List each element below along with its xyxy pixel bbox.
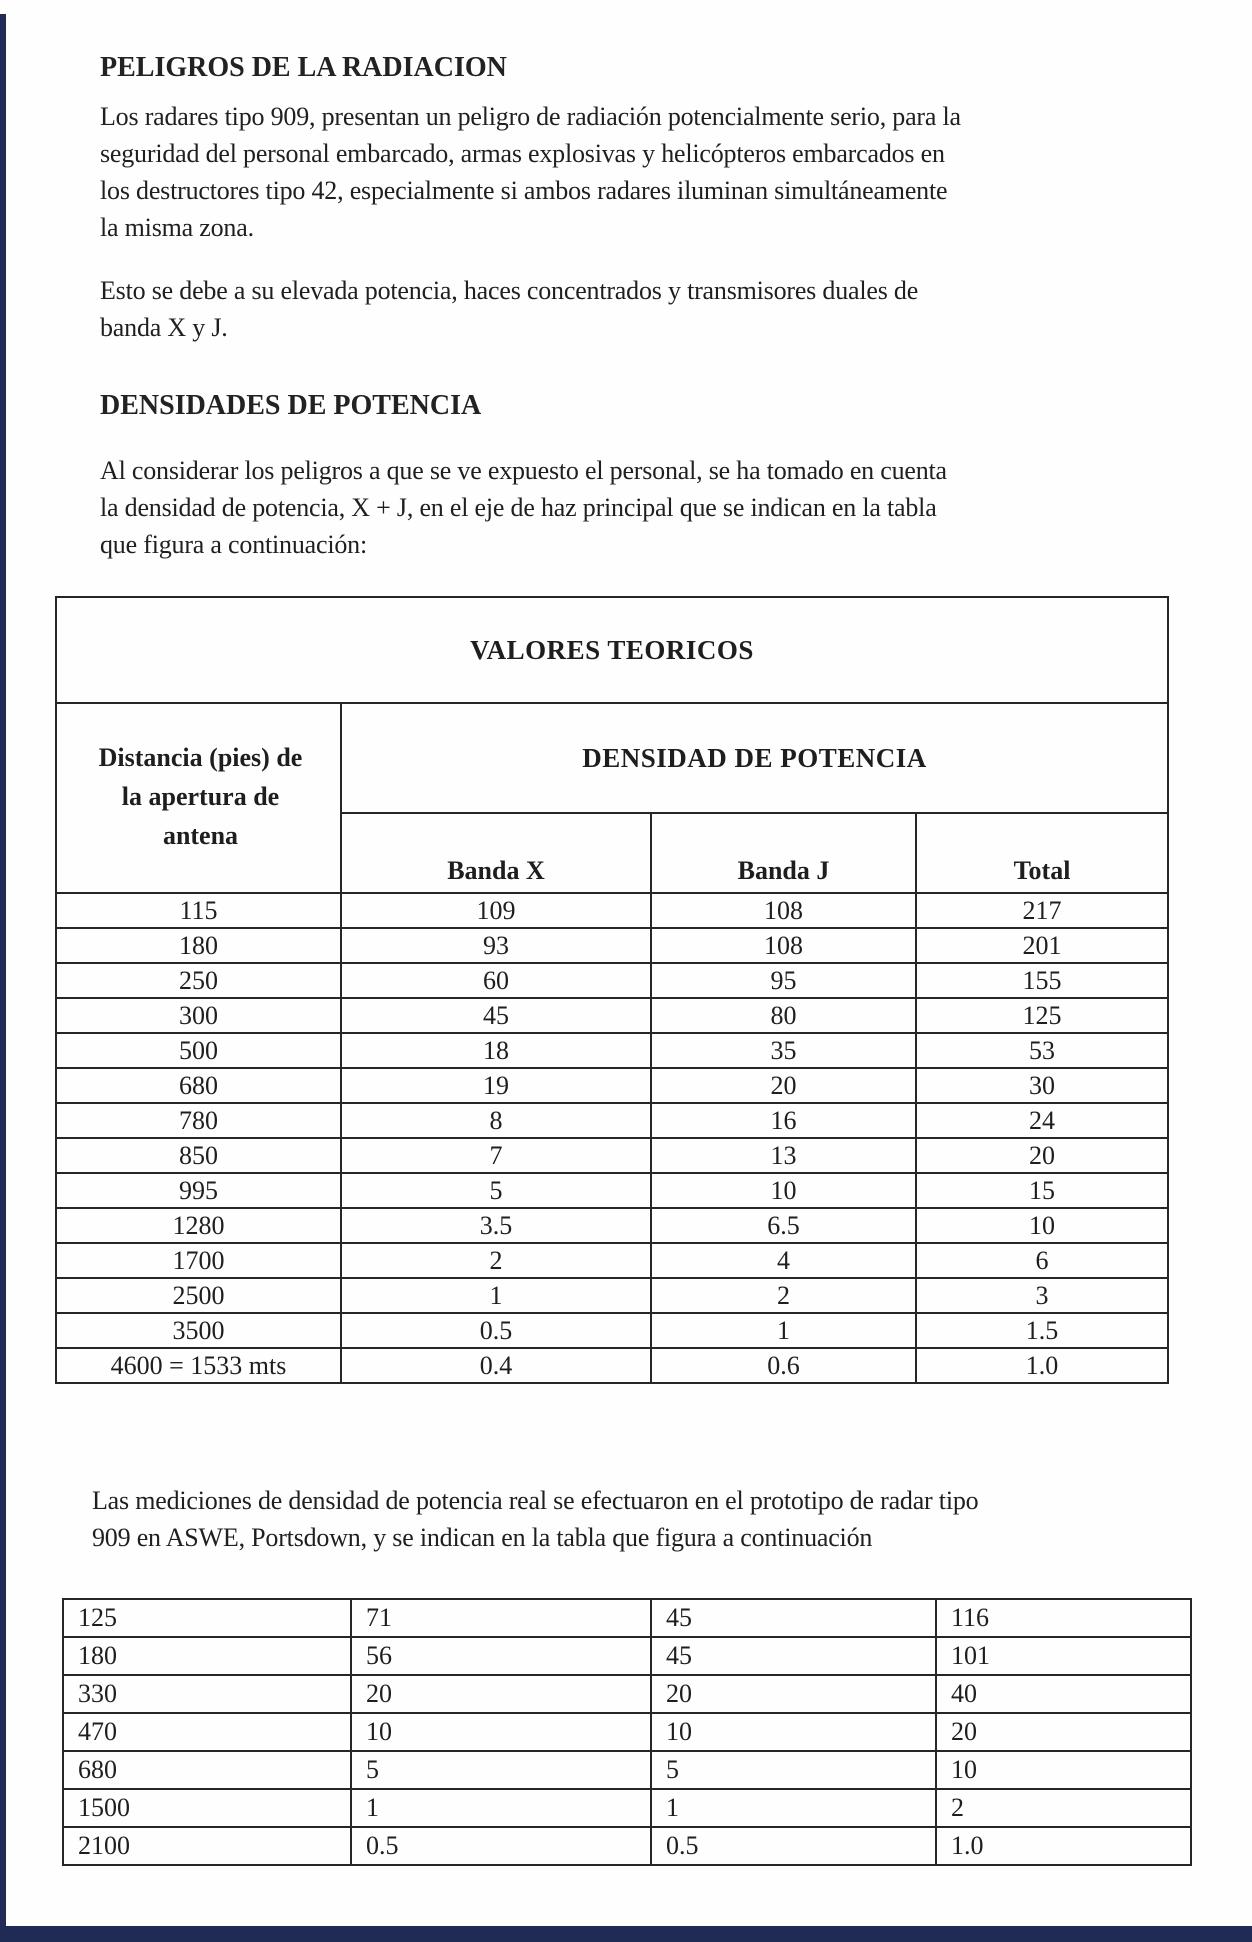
- text-line: Distancia (pies) de: [98, 743, 303, 772]
- paragraph-real-measurements: [92, 1482, 978, 1556]
- distance-cell: 115: [56, 893, 341, 928]
- text-line: seguridad del personal embarcado, armas explosivas y helicópteros embarcados en: [100, 139, 945, 168]
- banda-j-cell: 108: [651, 928, 916, 963]
- total-cell: 116: [936, 1599, 1191, 1637]
- paragraph-power-cause: [100, 272, 918, 346]
- total-cell: 10: [936, 1751, 1191, 1789]
- distance-cell: 1700: [56, 1243, 341, 1278]
- distance-cell: 2100: [63, 1827, 351, 1865]
- table-row: [56, 1103, 1168, 1138]
- banda-x-cell: 5: [341, 1173, 651, 1208]
- banda-x-cell: 0.5: [351, 1827, 651, 1865]
- text-line: Esto se debe a su elevada potencia, haces concentrados y transmisores duales de: [100, 276, 919, 305]
- theoretical-values-table: [55, 596, 1169, 1384]
- table-row: [63, 1751, 1191, 1789]
- total-cell: 20: [916, 1138, 1168, 1173]
- banda-j-cell: 0.5: [651, 1827, 936, 1865]
- table-row: [56, 1208, 1168, 1243]
- total-cell: 1.0: [916, 1348, 1168, 1383]
- banda-x-cell: 0.5: [341, 1313, 651, 1348]
- table-row: [63, 1599, 1191, 1637]
- banda-x-cell: 8: [341, 1103, 651, 1138]
- total-cell: 10: [916, 1208, 1168, 1243]
- section-heading-densidades: DENSIDADES DE POTENCIA: [100, 390, 482, 421]
- total-cell: 6: [916, 1243, 1168, 1278]
- distance-column-header: [56, 703, 341, 893]
- banda-x-cell: 10: [351, 1713, 651, 1751]
- banda-x-cell: 3.5: [341, 1208, 651, 1243]
- section-heading-peligros: PELIGROS DE LA RADIACION: [100, 52, 507, 83]
- table-row: [63, 1789, 1191, 1827]
- distance-cell: 330: [63, 1675, 351, 1713]
- distance-cell: 1500: [63, 1789, 351, 1827]
- banda-j-cell: 80: [651, 998, 916, 1033]
- banda-x-cell: 0.4: [341, 1348, 651, 1383]
- text-line: 909 en ASWE, Portsdown, y se indican en la tabla que figura a continuación: [92, 1523, 873, 1552]
- banda-j-cell: 13: [651, 1138, 916, 1173]
- banda-j-cell: 1: [651, 1313, 916, 1348]
- banda-j-cell: 6.5: [651, 1208, 916, 1243]
- banda-x-cell: 1: [341, 1278, 651, 1313]
- banda-j-column-header: Banda J: [651, 813, 916, 893]
- paragraph-radiation-danger: [100, 98, 961, 246]
- banda-j-cell: 10: [651, 1173, 916, 1208]
- banda-x-cell: 60: [341, 963, 651, 998]
- table-title: VALORES TEORICOS: [56, 597, 1168, 703]
- total-cell: 24: [916, 1103, 1168, 1138]
- distance-cell: 180: [63, 1637, 351, 1675]
- total-cell: 101: [936, 1637, 1191, 1675]
- total-cell: 15: [916, 1173, 1168, 1208]
- banda-j-cell: 1: [651, 1789, 936, 1827]
- distance-cell: 300: [56, 998, 341, 1033]
- total-cell: 217: [916, 893, 1168, 928]
- table-row: [56, 1033, 1168, 1068]
- distance-cell: 250: [56, 963, 341, 998]
- banda-x-cell: 20: [351, 1675, 651, 1713]
- table-row: [63, 1637, 1191, 1675]
- measured-values-table: [62, 1598, 1192, 1866]
- banda-j-cell: 45: [651, 1599, 936, 1637]
- banda-j-cell: 5: [651, 1751, 936, 1789]
- banda-x-cell: 71: [351, 1599, 651, 1637]
- banda-j-cell: 20: [651, 1675, 936, 1713]
- banda-x-cell: 7: [341, 1138, 651, 1173]
- total-column-header: Total: [916, 813, 1168, 893]
- banda-x-cell: 93: [341, 928, 651, 963]
- total-cell: 2: [936, 1789, 1191, 1827]
- total-cell: 1.5: [916, 1313, 1168, 1348]
- table-row: [56, 928, 1168, 963]
- distance-cell: 4600 = 1533 mts: [56, 1348, 341, 1383]
- distance-cell: 180: [56, 928, 341, 963]
- banda-x-cell: 109: [341, 893, 651, 928]
- banda-j-cell: 10: [651, 1713, 936, 1751]
- table-row: [56, 1278, 1168, 1313]
- table-row: [56, 1138, 1168, 1173]
- scan-edge-left: [0, 14, 6, 1942]
- distance-cell: 2500: [56, 1278, 341, 1313]
- text-line: Los radares tipo 909, presentan un peligro de radiación potencialmente serio, para la: [100, 102, 961, 131]
- total-cell: 125: [916, 998, 1168, 1033]
- banda-j-cell: 35: [651, 1033, 916, 1068]
- banda-x-cell: 5: [351, 1751, 651, 1789]
- distance-cell: 1280: [56, 1208, 341, 1243]
- distance-cell: 470: [63, 1713, 351, 1751]
- banda-j-cell: 2: [651, 1278, 916, 1313]
- distance-cell: 680: [63, 1751, 351, 1789]
- banda-x-column-header: Banda X: [341, 813, 651, 893]
- table-row: [56, 1348, 1168, 1383]
- table-row: [56, 998, 1168, 1033]
- table-row: [56, 963, 1168, 998]
- total-cell: 1.0: [936, 1827, 1191, 1865]
- total-cell: 201: [916, 928, 1168, 963]
- table-row: [56, 1313, 1168, 1348]
- total-cell: 40: [936, 1675, 1191, 1713]
- text-line: la densidad de potencia, X + J, en el eje de haz principal que se indican en la tabla: [100, 493, 937, 522]
- table-row: [63, 1675, 1191, 1713]
- table-group-header-row: [56, 703, 1168, 813]
- distance-cell: 680: [56, 1068, 341, 1103]
- distance-cell: 995: [56, 1173, 341, 1208]
- text-line: la apertura de: [121, 782, 280, 811]
- banda-j-cell: 20: [651, 1068, 916, 1103]
- banda-x-cell: 19: [341, 1068, 651, 1103]
- banda-x-cell: 1: [351, 1789, 651, 1827]
- table-title-row: [56, 597, 1168, 703]
- total-cell: 20: [936, 1713, 1191, 1751]
- banda-j-cell: 108: [651, 893, 916, 928]
- total-cell: 53: [916, 1033, 1168, 1068]
- text-line: Las mediciones de densidad de potencia real se efectuaron en el prototipo de radar tipo: [92, 1486, 979, 1515]
- banda-j-cell: 4: [651, 1243, 916, 1278]
- banda-j-cell: 0.6: [651, 1348, 916, 1383]
- banda-x-cell: 18: [341, 1033, 651, 1068]
- distance-cell: 780: [56, 1103, 341, 1138]
- banda-x-cell: 2: [341, 1243, 651, 1278]
- text-line: la misma zona.: [100, 213, 254, 242]
- total-cell: 3: [916, 1278, 1168, 1313]
- table-row: [56, 893, 1168, 928]
- banda-x-cell: 56: [351, 1637, 651, 1675]
- table-row: [56, 1068, 1168, 1103]
- power-density-group-header: DENSIDAD DE POTENCIA: [341, 703, 1168, 813]
- text-line: los destructores tipo 42, especialmente si ambos radares iluminan simultáneamente: [100, 176, 948, 205]
- banda-j-cell: 16: [651, 1103, 916, 1138]
- distance-cell: 500: [56, 1033, 341, 1068]
- text-line: que figura a continuación:: [100, 530, 367, 559]
- distance-cell: 3500: [56, 1313, 341, 1348]
- table-row: [63, 1827, 1191, 1865]
- table-row: [56, 1243, 1168, 1278]
- paragraph-density-intro: [100, 452, 947, 563]
- text-line: banda X y J.: [100, 313, 228, 342]
- text-line: antena: [162, 821, 239, 850]
- banda-x-cell: 45: [341, 998, 651, 1033]
- distance-cell: 125: [63, 1599, 351, 1637]
- total-cell: 30: [916, 1068, 1168, 1103]
- table-row: [56, 1173, 1168, 1208]
- distance-cell: 850: [56, 1138, 341, 1173]
- banda-j-cell: 95: [651, 963, 916, 998]
- table-row: [63, 1713, 1191, 1751]
- scan-edge-bottom: [0, 1926, 1252, 1942]
- total-cell: 155: [916, 963, 1168, 998]
- banda-j-cell: 45: [651, 1637, 936, 1675]
- text-line: Al considerar los peligros a que se ve expuesto el personal, se ha tomado en cuenta: [100, 456, 947, 485]
